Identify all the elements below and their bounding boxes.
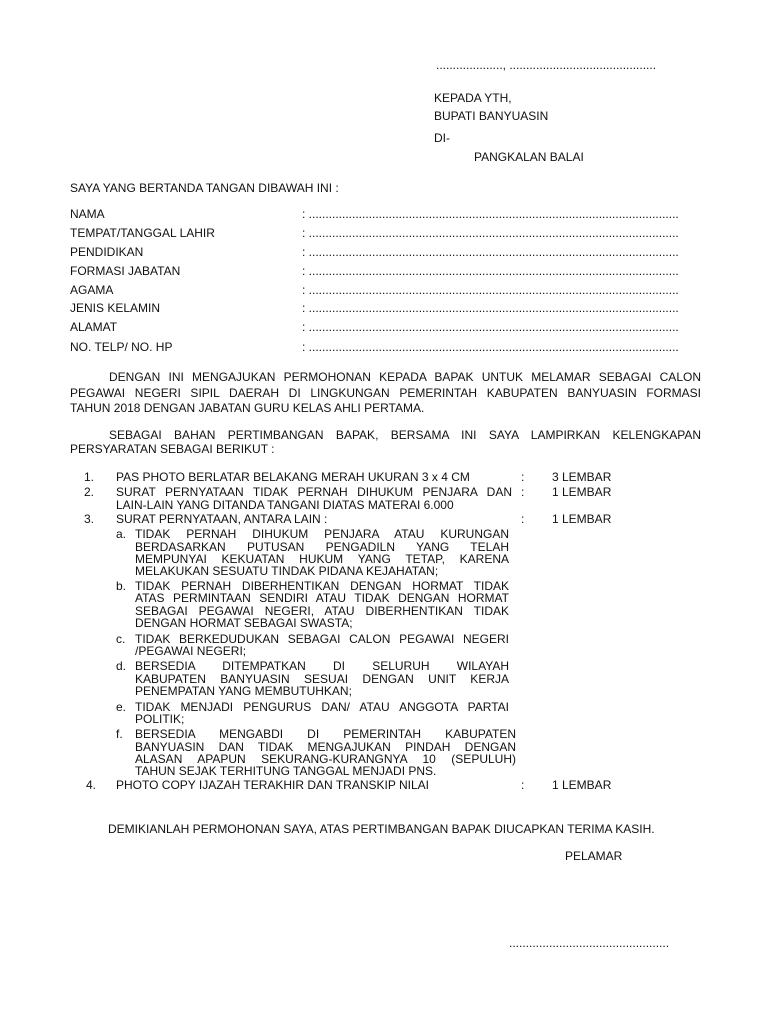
field-label: NAMA <box>70 207 105 221</box>
field-value: : ............................................................................................................... <box>302 340 679 354</box>
field-row <box>70 340 172 354</box>
addressee-line: KEPADA YTH, <box>434 91 512 105</box>
sub-item-text: MEMPUNYAI KEKUATAN HUKUM YANG TETAP, KARENA <box>135 552 509 566</box>
sub-item-text: POLITIK; <box>135 712 185 726</box>
list-item-text: SURAT PERNYATAAN TIDAK PERNAH DIHUKUM PENJARA DAN <box>116 485 512 499</box>
field-label: FORMASI JABATAN <box>70 264 181 278</box>
list-number: 2. <box>84 485 95 499</box>
sub-item-text: SEBAGAI PEGAWAI NEGERI, ATAU DIBERHENTIKAN TIDAK <box>135 604 509 618</box>
sub-letter: f. <box>116 727 123 741</box>
field-value: : ............................................................................................................... <box>302 226 679 240</box>
list-item-text: PHOTO COPY IJAZAH TERAKHIR DAN TRANSKIP NILAI <box>116 778 429 792</box>
field-value: : ............................................................................................................... <box>302 301 679 315</box>
intro-text: SAYA YANG BERTANDA TANGAN DIBAWAH INI : <box>70 181 339 195</box>
paragraph-line: PEGAWAI NEGERI SIPIL DAERAH DI LINGKUNGAN PEMERINTAH KABUPATEN BANYUASIN FORMASI <box>70 386 701 400</box>
field-row <box>70 320 117 334</box>
list-colon: : <box>521 778 525 792</box>
list-item-text: SURAT PERNYATAAN, ANTARA LAIN : <box>116 512 328 526</box>
paragraph-line: DENGAN INI MENGAJUKAN PERMOHONAN KEPADA BAPAK UNTUK MELAMAR SEBAGAI CALON <box>109 370 701 384</box>
field-row <box>70 301 160 315</box>
list-colon: : <box>521 470 525 484</box>
list-item-text: PAS PHOTO BERLATAR BELAKANG MERAH UKURAN 3 x 4 CM <box>116 470 470 484</box>
addressee-line: BUPATI BANYUASIN <box>434 109 549 123</box>
list-item-text: LAIN-LAIN YANG DITANDA TANGANI DIATAS MATERAI 6.000 <box>116 498 454 512</box>
sub-item-text: BERSEDIA DITEMPATKAN DI SELURUH WILAYAH <box>135 659 509 673</box>
sub-item-text: PENEMPATAN YANG MEMBUTUHKAN; <box>135 684 352 698</box>
list-colon: : <box>521 485 525 499</box>
list-quantity: 1 LEMBAR <box>552 778 612 792</box>
sub-item-text: ALASAN APAPUN SEKURANG-KURANGNYA 10 (SEPULUH) <box>135 752 516 766</box>
sub-item-text: BANYUASIN DAN TIDAK MENGAJUKAN PINDAH DENGAN <box>135 740 516 754</box>
field-value: : ............................................................................................................... <box>302 283 679 297</box>
signer-label: PELAMAR <box>565 849 623 863</box>
field-value: : ............................................................................................................... <box>302 207 679 221</box>
sub-letter: e. <box>116 700 127 714</box>
sub-letter: b. <box>116 579 127 593</box>
field-row <box>70 226 215 240</box>
sub-letter: a. <box>116 527 127 541</box>
field-label: ALAMAT <box>70 320 118 334</box>
date-place-line: ...................., ............................................ <box>436 58 657 72</box>
closing-text: DEMIKIANLAH PERMOHONAN SAYA, ATAS PERTIMBANGAN BAPAK DIUCAPKAN TERIMA KASIH. <box>108 822 655 836</box>
field-row <box>70 264 180 278</box>
sub-item-text: DENGAN HORMAT SEBAGAI SWASTA; <box>135 616 353 630</box>
paragraph-line: PERSYARATAN SEBAGAI BERIKUT : <box>70 442 275 456</box>
field-row <box>70 245 143 259</box>
list-colon: : <box>521 512 525 526</box>
sub-item-text: TIDAK PERNAH DIBERHENTIKAN DENGAN HORMAT TIDAK <box>135 579 509 593</box>
list-number: 1. <box>84 470 95 484</box>
sub-item-text: TIDAK PERNAH DIHUKUM PENJARA ATAU KURUNGAN <box>135 527 509 541</box>
field-label: NO. TELP/ NO. HP <box>70 340 173 354</box>
field-value: : ............................................................................................................... <box>302 264 679 278</box>
addressee-line: DI- <box>434 131 450 145</box>
field-label: AGAMA <box>70 283 114 297</box>
sub-item-text: TAHUN SEJAK TERHITUNG TANGGAL MENJADI PNS. <box>135 764 437 778</box>
field-value: : ............................................................................................................... <box>302 245 679 259</box>
list-number: 3. <box>84 512 95 526</box>
list-quantity: 1 LEMBAR <box>552 485 612 499</box>
sub-item-text: KABUPATEN BANYUASIN SESUAI DENGAN UNIT KERJA <box>135 672 509 686</box>
signature-line: ................................................ <box>509 936 670 950</box>
paragraph-line: SEBAGAI BAHAN PERTIMBANGAN BAPAK, BERSAMA INI SAYA LAMPIRKAN KELENGKAPAN <box>109 428 701 442</box>
sub-item-text: TIDAK MENJADI PENGURUS DAN/ ATAU ANGGOTA PARTAI <box>135 700 509 714</box>
list-quantity: 3 LEMBAR <box>552 470 612 484</box>
list-number: 4. <box>86 778 97 792</box>
field-label: JENIS KELAMIN <box>70 301 161 315</box>
field-row <box>70 283 113 297</box>
paragraph-line: TAHUN 2018 DENGAN JABATAN GURU KELAS AHLI PERTAMA. <box>70 401 425 415</box>
field-row <box>70 207 105 221</box>
sub-item-text: MELAKUKAN SESUATU TINDAK PIDANA KEJAHATAN; <box>135 564 439 578</box>
sub-item-text: ATAS PERMINTAAN SENDIRI ATAU TIDAK DENGAN HORMAT <box>135 591 509 605</box>
sub-item-text: /PEGAWAI NEGERI; <box>135 644 247 658</box>
field-label: TEMPAT/TANGGAL LAHIR <box>70 226 215 240</box>
sub-item-text: BERSEDIA MENGABDI DI PEMERINTAH KABUPATEN <box>135 727 516 741</box>
list-quantity: 1 LEMBAR <box>552 512 612 526</box>
sub-letter: c. <box>116 632 126 646</box>
sub-letter: d. <box>116 659 127 673</box>
addressee-line: PANGKALAN BALAI <box>474 150 584 164</box>
sub-item-text: TIDAK BERKEDUDUKAN SEBAGAI CALON PEGAWAI NEGERI <box>135 632 509 646</box>
field-value: : ............................................................................................................... <box>302 320 679 334</box>
field-label: PENDIDIKAN <box>70 245 144 259</box>
sub-item-text: BERDASARKAN PUTUSAN PENGADILN YANG TELAH <box>135 540 509 554</box>
